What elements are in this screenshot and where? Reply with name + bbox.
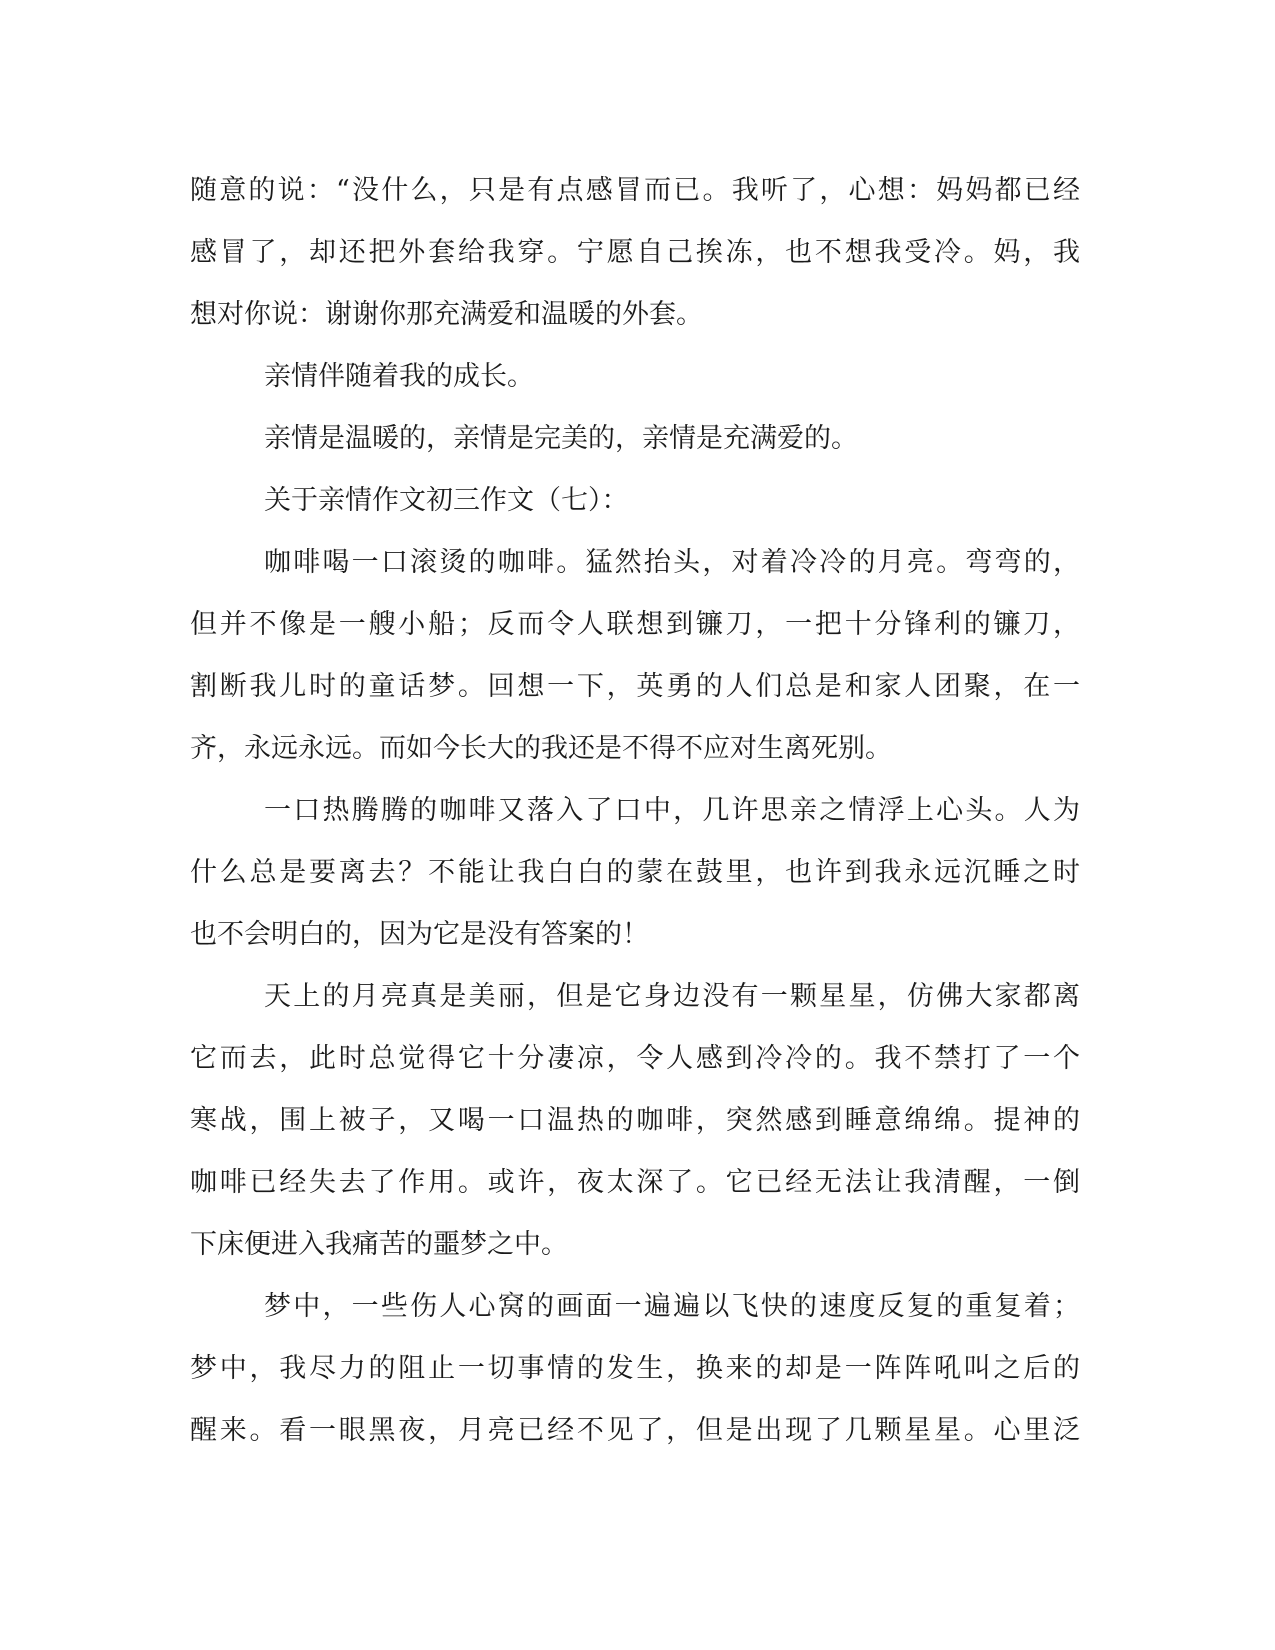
text-line: 齐，永远永远。而如今长大的我还是不得不应对生离死别。 — [190, 733, 892, 764]
text-line: 它而去，此时总觉得它十分凄凉，令人感到冷冷的。我不禁打了一个 — [190, 1043, 1080, 1074]
text-line: 但并不像是一艘小船；反而令人联想到镰刀，一把十分锋利的镰刀， — [190, 609, 1080, 640]
text-line: 天上的月亮真是美丽，但是它身边没有一颗星星，仿佛大家都离 — [264, 981, 1080, 1012]
text-line: 随意的说：“没什么，只是有点感冒而已。我听了，心想：妈妈都已经 — [190, 175, 1080, 206]
text-line: 醒来。看一眼黑夜，月亮已经不见了，但是出现了几颗星星。心里泛 — [190, 1415, 1080, 1446]
text-line: 梦中，我尽力的阻止一切事情的发生，换来的却是一阵阵吼叫之后的 — [190, 1353, 1080, 1384]
text-line: 一口热腾腾的咖啡又落入了口中，几许思亲之情浮上心头。人为 — [264, 795, 1080, 826]
essay-body — [190, 160, 1080, 1462]
text-line: 咖啡已经失去了作用。或许，夜太深了。它已经无法让我清醒，一倒 — [190, 1167, 1080, 1198]
text-line: 想对你说：谢谢你那充满爱和温暖的外套。 — [190, 299, 703, 330]
text-line: 割断我儿时的童话梦。回想一下，英勇的人们总是和家人团聚，在一 — [190, 671, 1080, 702]
text-line: 寒战，围上被子，又喝一口温热的咖啡，突然感到睡意绵绵。提神的 — [190, 1105, 1080, 1136]
text-line: 亲情伴随着我的成长。 — [264, 361, 534, 392]
text-line: 感冒了，却还把外套给我穿。宁愿自己挨冻，也不想我受冷。妈，我 — [190, 237, 1080, 268]
text-line: 关于亲情作文初三作文（七）： — [264, 485, 629, 516]
text-line: 什么总是要离去？不能让我白白的蒙在鼓里，也许到我永远沉睡之时 — [190, 857, 1080, 888]
text-line: 下床便进入我痛苦的噩梦之中。 — [190, 1229, 568, 1260]
text-line: 咖啡喝一口滚烫的咖啡。猛然抬头，对着冷冷的月亮。弯弯的， — [264, 547, 1080, 578]
text-line: 亲情是温暖的，亲情是完美的，亲情是充满爱的。 — [264, 423, 858, 454]
text-line: 梦中，一些伤人心窝的画面一遍遍以飞快的速度反复的重复着； — [264, 1291, 1080, 1322]
text-line: 也不会明白的，因为它是没有答案的！ — [190, 919, 649, 950]
